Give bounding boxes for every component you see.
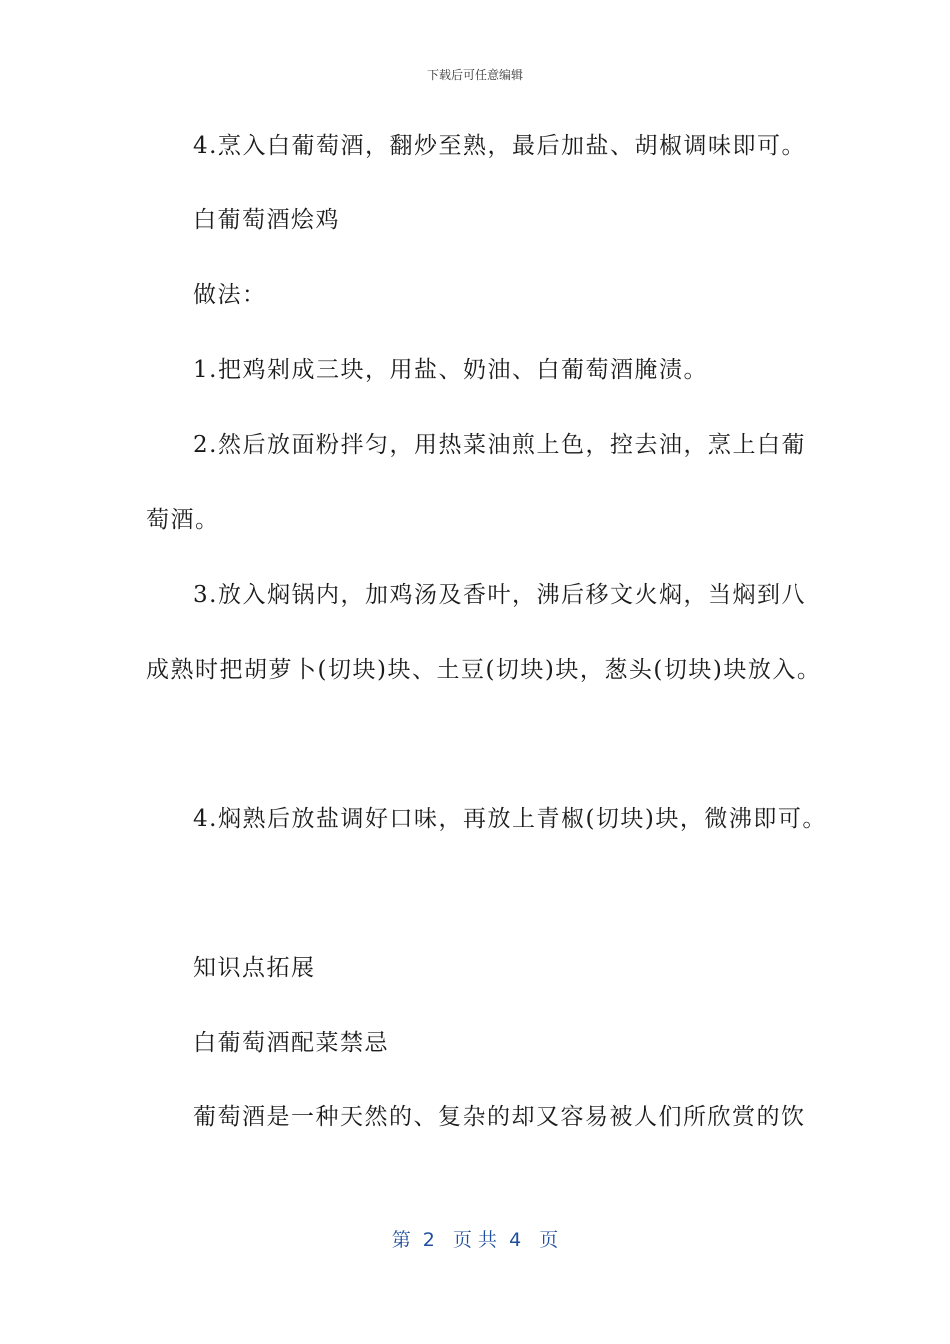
- paragraph-line: 葡萄酒是一种天然的、复杂的却又容易被人们所欣赏的饮: [193, 1104, 806, 1130]
- paragraph-line: 成熟时把胡萝卜(切块)块、土豆(切块)块，葱头(切块)块放入。: [146, 657, 822, 683]
- paragraph-line: 萄酒。: [146, 507, 220, 533]
- paragraph-line: 4.烹入白葡萄酒，翻炒至熟，最后加盐、胡椒调味即可。: [193, 133, 806, 159]
- paragraph-line: 1.把鸡剁成三块，用盐、奶油、白葡萄酒腌渍。: [193, 357, 708, 383]
- paragraph-line: 4.焖熟后放盐调好口味，再放上青椒(切块)块，微沸即可。: [193, 806, 827, 832]
- header-note: 下载后可任意编辑: [426, 68, 523, 82]
- section-heading: 白葡萄酒配菜禁忌: [193, 1030, 389, 1056]
- paragraph-line: 2.然后放面粉拌匀，用热菜油煎上色，控去油，烹上白葡: [193, 432, 806, 458]
- paragraph-line: 3.放入焖锅内，加鸡汤及香叶，沸后移文火焖，当焖到八: [193, 582, 806, 608]
- section-heading: 知识点拓展: [193, 955, 316, 981]
- page-number: 第 2 页 共 4 页: [391, 1229, 559, 1251]
- paragraph-line: 做法：: [193, 282, 267, 308]
- section-heading: 白葡萄酒烩鸡: [193, 207, 340, 233]
